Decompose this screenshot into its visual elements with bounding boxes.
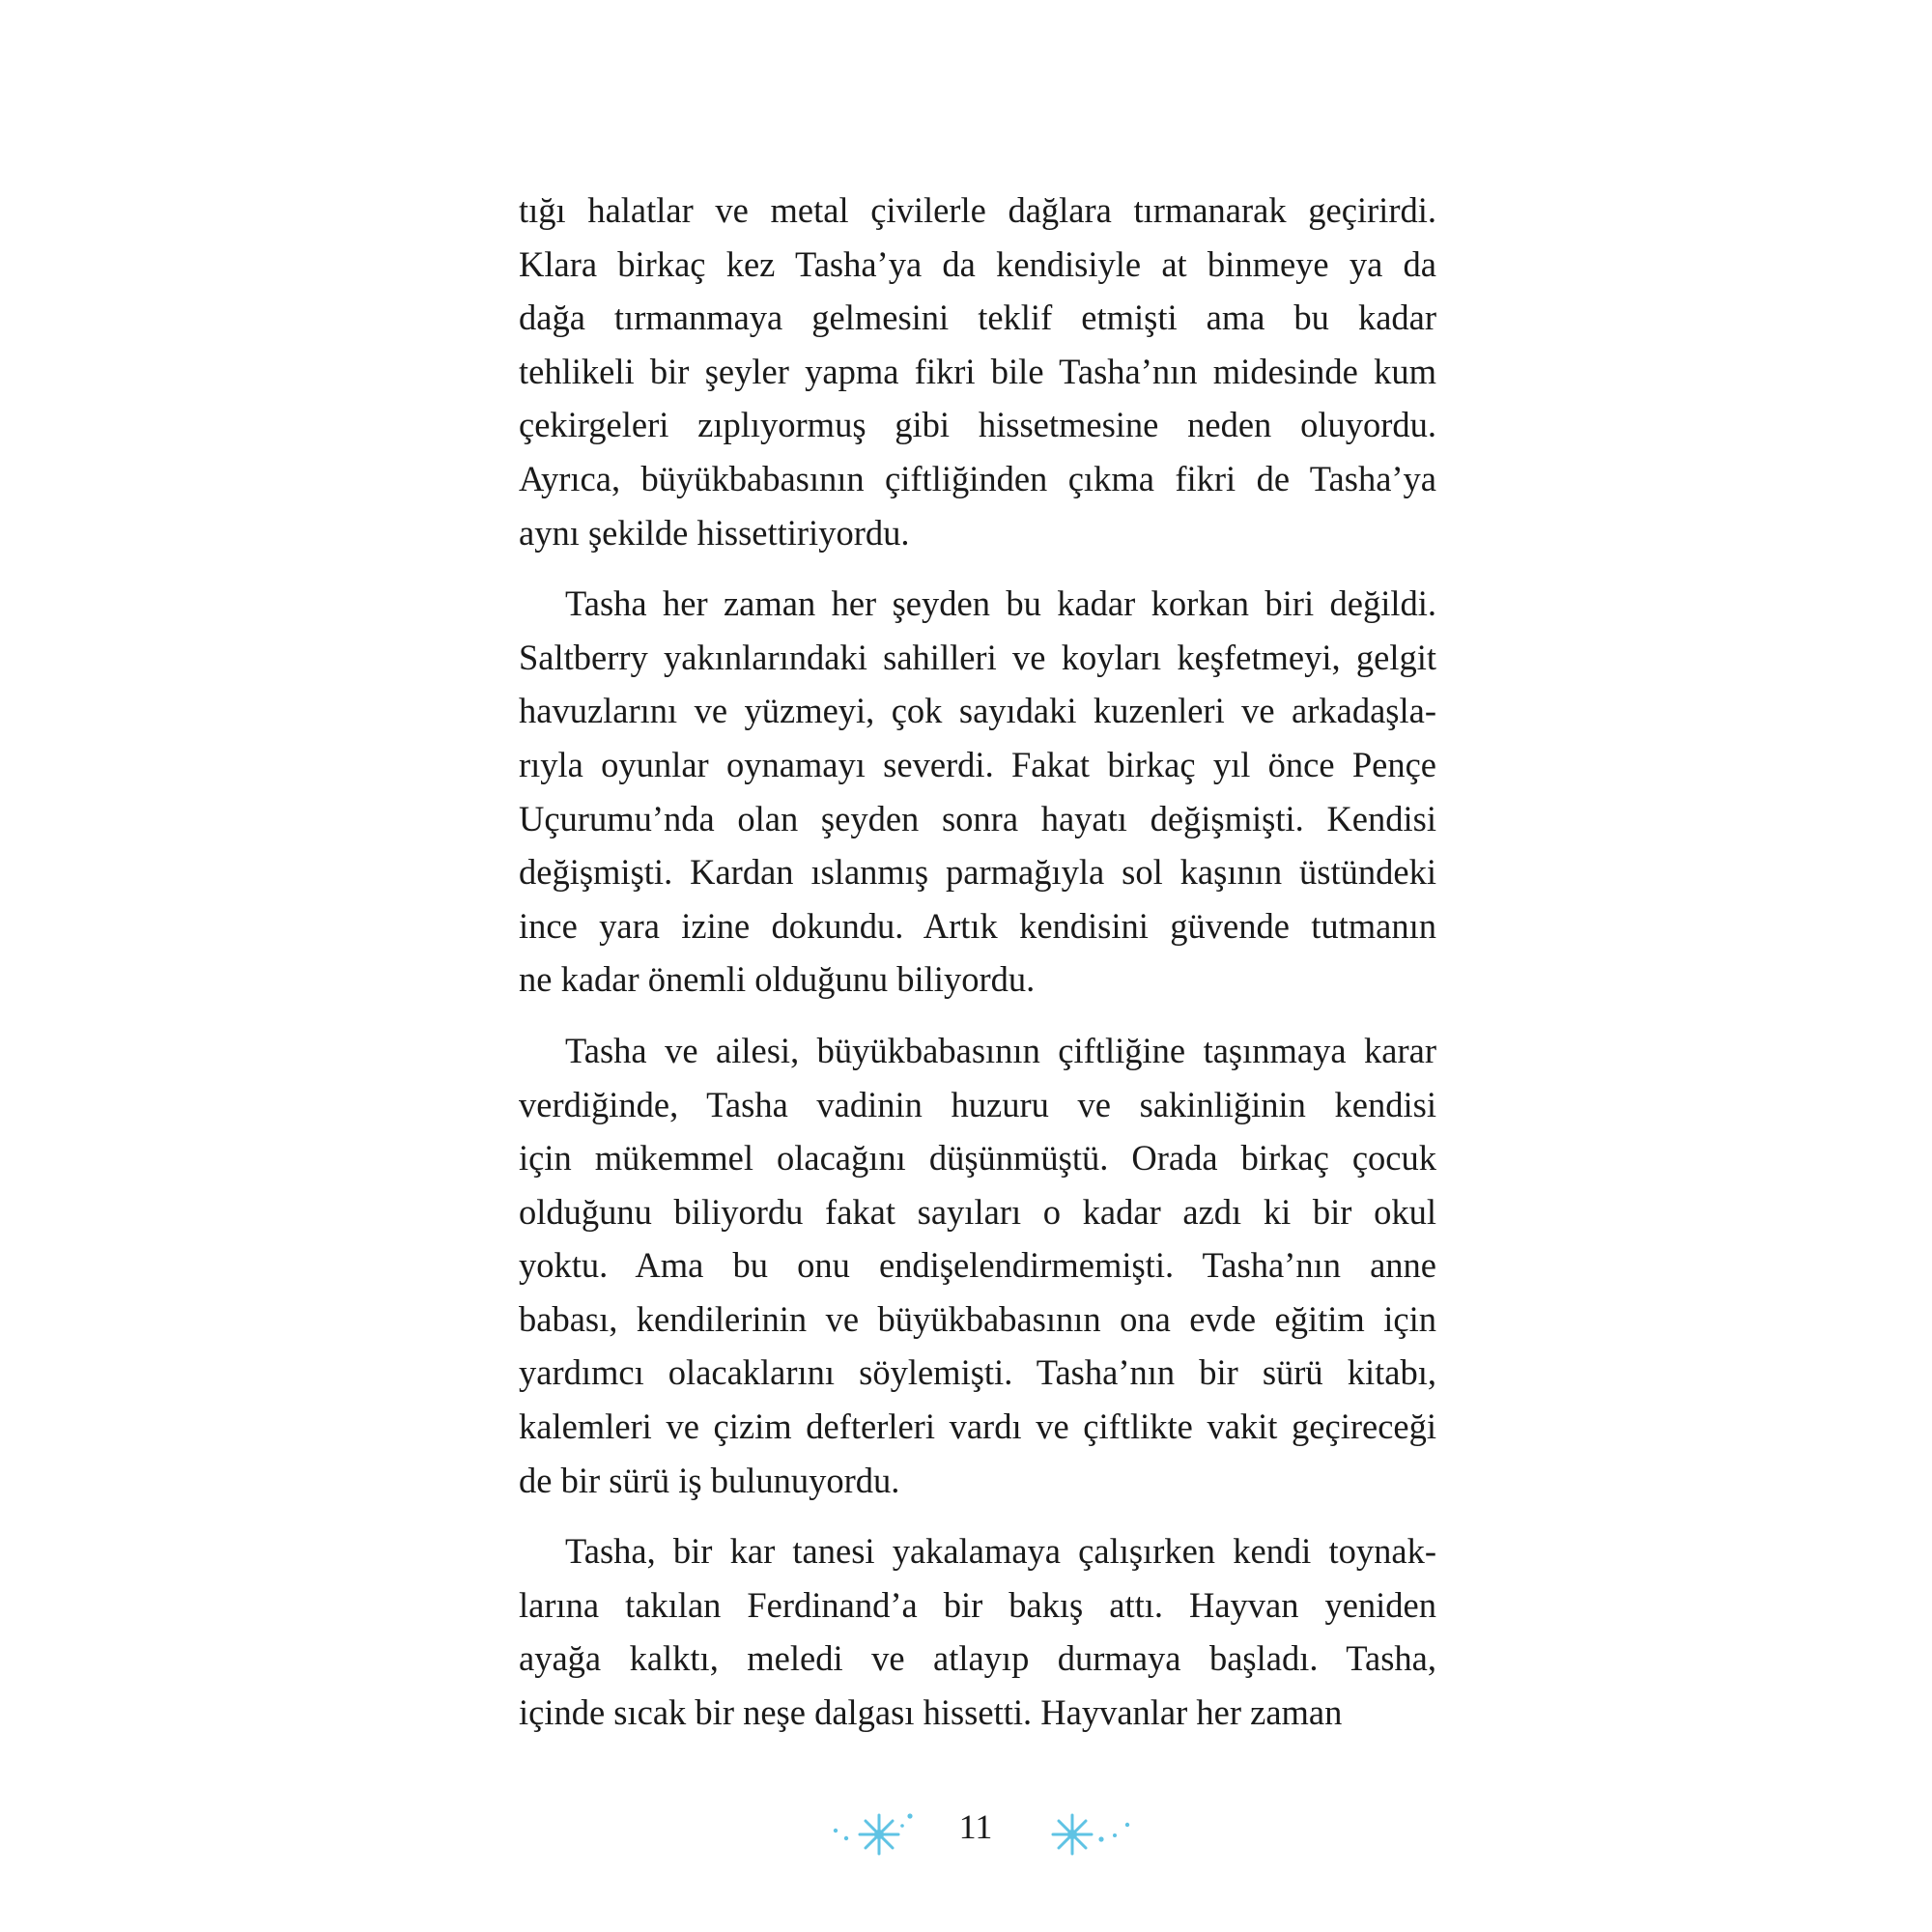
text-line: değişmişti. Kardan ıslanmış parmağıyla sol kaşının üstündeki [519,852,1436,893]
text-line: Tasha her zaman her şeyden bu kadar korkan biri değildi. [565,583,1436,624]
text-line: yardımcı olacaklarını söylemişti. Tasha’nın bir sürü kitabı, [519,1352,1436,1393]
page-number: 11 [958,1807,993,1846]
text-line: Klara birkaç kez Tasha’ya da kendisiyle at binmeye ya da [519,243,1436,284]
snowflake-sparkle-icon [823,1799,929,1866]
paragraph [519,577,1436,1007]
paragraph [519,1024,1436,1507]
text-line: rıyla oyunlar oynamayı severdi. Fakat birkaç yıl önce Pençe [519,744,1436,784]
text-line: Tasha, bir kar tanesi yakalamaya çalışırken kendi toynak- [565,1531,1436,1572]
body-text [519,184,1436,1740]
text-line: larına takılan Ferdinand’a bir bakış attı. Hayvan yeniden [519,1584,1436,1625]
text-line: Uçurumu’nda olan şeyden sonra hayatı değişmişti. Kendisi [519,798,1436,838]
text-line: yoktu. Ama bu onu endişelendirmemişti. Tasha’nın anne [519,1245,1436,1286]
text-line: tığı halatlar ve metal çivilerle dağlara tırmanarak geçirirdi. [519,190,1436,230]
text-line: havuzlarını ve yüzmeyi, çok sayıdaki kuzenleri ve arkadaşla- [519,691,1436,731]
text-line: Ayrıca, büyükbabasının çiftliğinden çıkma fikri de Tasha’ya [519,458,1436,498]
page-footer [0,1799,1932,1866]
text-line: babası, kendilerinin ve büyükbabasının ona evde eğitim için [519,1298,1436,1339]
text-line: aynı şekilde hissettiriyordu. [519,512,910,553]
text-line: içinde sıcak bir neşe dalgası hissetti. Hayvanlar her zaman [519,1692,1343,1733]
text-line: çekirgeleri zıplıyormuş gibi hissetmesine neden oluyordu. [519,405,1436,445]
text-line: ne kadar önemli olduğunu biliyordu. [519,959,1036,1000]
text-line: Tasha ve ailesi, büyükbabasının çiftliğine taşınmaya karar [565,1030,1436,1070]
text-line: kalemleri ve çizim defterleri vardı ve çiftlikte vakit geçireceği [519,1406,1436,1447]
text-line: dağa tırmanmaya gelmesini teklif etmişti ama bu kadar [519,298,1436,338]
text-line: olduğunu biliyordu fakat sayıları o kadar azdı ki bir okul [519,1191,1436,1232]
text-line: için mükemmel olacağını düşünmüştü. Orada birkaç çocuk [519,1138,1436,1179]
snowflake-sparkle-icon [1036,1799,1142,1866]
paragraph [519,184,1436,559]
text-line: Saltberry yakınlarındaki sahilleri ve koyları keşfetmeyi, gelgit [519,637,1436,677]
text-line: tehlikeli bir şeyler yapma fikri bile Tasha’nın midesinde kum [519,351,1436,391]
text-line: ayağa kalktı, meledi ve atlayıp durmaya başladı. Tasha, [519,1638,1436,1679]
paragraph [519,1524,1436,1739]
text-line: verdiğinde, Tasha vadinin huzuru ve sakinliğinin kendisi [519,1084,1436,1124]
text-line: ince yara izine dokundu. Artık kendisini güvende tutmanın [519,905,1436,946]
text-line: de bir sürü iş bulunuyordu. [519,1460,900,1500]
